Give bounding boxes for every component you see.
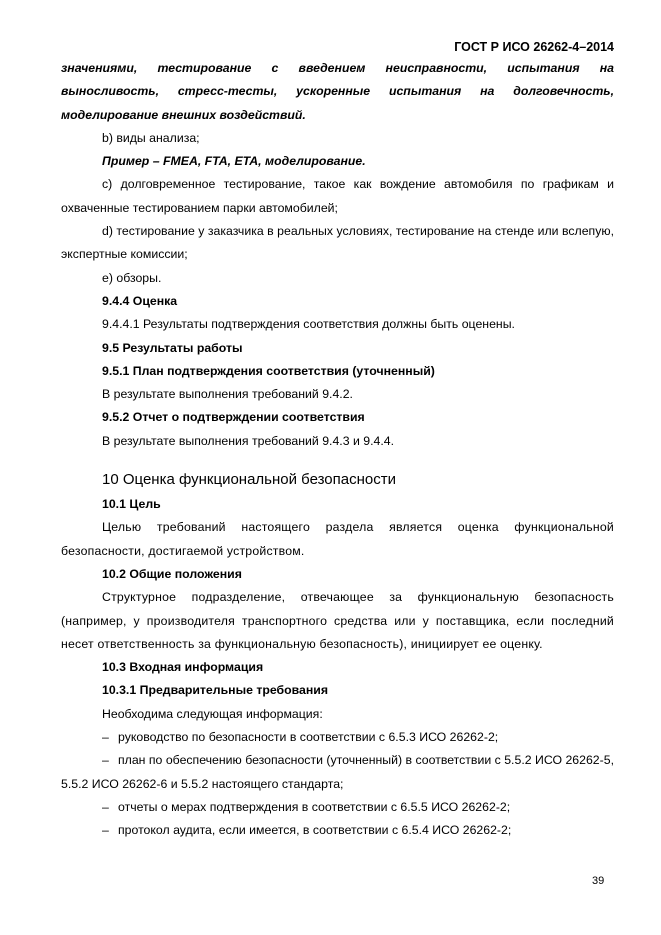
list-item-d: d) тестирование у заказчика в реальных условиях, тестирование на стенде или вслепую, экспертные комиссии; — [61, 224, 614, 262]
dash-marker: – — [102, 730, 109, 745]
bullet-text: протокол аудита, если имеется, в соответствии с 6.5.4 ИСО 26262-2; — [118, 823, 512, 838]
heading-10-1: 10.1 Цель — [102, 497, 161, 512]
continued-paragraph: значениями, тестирование с введением неисправности, испытания на выносливость, стресс-тесты, ускоренные испытания на долговечность, моделирование внешних воздействий. — [61, 61, 614, 122]
heading-9-5-2: 9.5.2 Отчет о подтверждении соответствия — [102, 410, 365, 425]
dash-marker: – — [102, 823, 109, 838]
bullet-item — [61, 819, 614, 842]
page-number: 39 — [592, 875, 605, 887]
dash-marker: – — [102, 753, 109, 768]
paragraph-9-4-4-1: 9.4.4.1 Результаты подтверждения соответствия должны быть оценены. — [102, 317, 515, 332]
paragraph-10-2: Структурное подразделение, отвечающее за функциональную безопасность (например, у производителя транспортного средства или у поставщика, если последний несет ответственность за функциональную безопасность), инициирует ее оценку. — [61, 590, 614, 651]
heading-9-4-4: 9.4.4 Оценка — [102, 293, 178, 308]
heading-9-5-1: 9.5.1 План подтверждения соответствия (уточненный) — [102, 363, 435, 378]
heading-10-2: 10.2 Общие положения — [102, 566, 242, 581]
heading-10-3-1: 10.3.1 Предварительные требования — [102, 683, 329, 698]
list-item-b: b) виды анализа; — [102, 130, 200, 145]
page-body — [61, 57, 614, 843]
list-item-c: c) долговременное тестирование, такое как вождение автомобиля по графикам и охваченные тестированием парки автомобилей; — [61, 177, 614, 215]
heading-9-5: 9.5 Результаты работы — [102, 340, 243, 355]
bullet-text: руководство по безопасности в соответствии с 6.5.3 ИСО 26262-2; — [118, 730, 499, 745]
paragraph-9-5-2: В результате выполнения требований 9.4.3 и 9.4.4. — [102, 433, 395, 448]
list-item-e: e) обзоры. — [102, 270, 162, 285]
section-10-heading: 10 Оценка функциональной безопасности — [102, 471, 396, 489]
bullet-item — [61, 749, 614, 796]
example-note: Пример – FMEA, FTA, ETA, моделирование. — [102, 154, 366, 169]
dash-marker: – — [102, 799, 109, 814]
heading-10-3: 10.3 Входная информация — [102, 660, 264, 675]
bullet-text: план по обеспечению безопасности (уточненный) в соответствии с 5.5.2 ИСО 26262-5, 5.5.2 ИСО 26262-6 и 5.5.2 настоящего стандарта; — [61, 753, 614, 791]
paragraph-9-5-1: В результате выполнения требований 9.4.2. — [102, 387, 353, 402]
paragraph-10-1: Целью требований настоящего раздела является оценка функциональной безопасности, достигаемой устройством. — [61, 520, 614, 558]
bullet-item — [61, 726, 614, 749]
paragraph-10-3-1: Необходима следующая информация: — [102, 706, 323, 721]
bullet-item — [61, 796, 614, 819]
bullet-text: отчеты о мерах подтверждения в соответствии с 6.5.5 ИСО 26262-2; — [118, 799, 511, 814]
document-code-header: ГОСТ Р ИСО 26262-4–2014 — [454, 40, 614, 54]
